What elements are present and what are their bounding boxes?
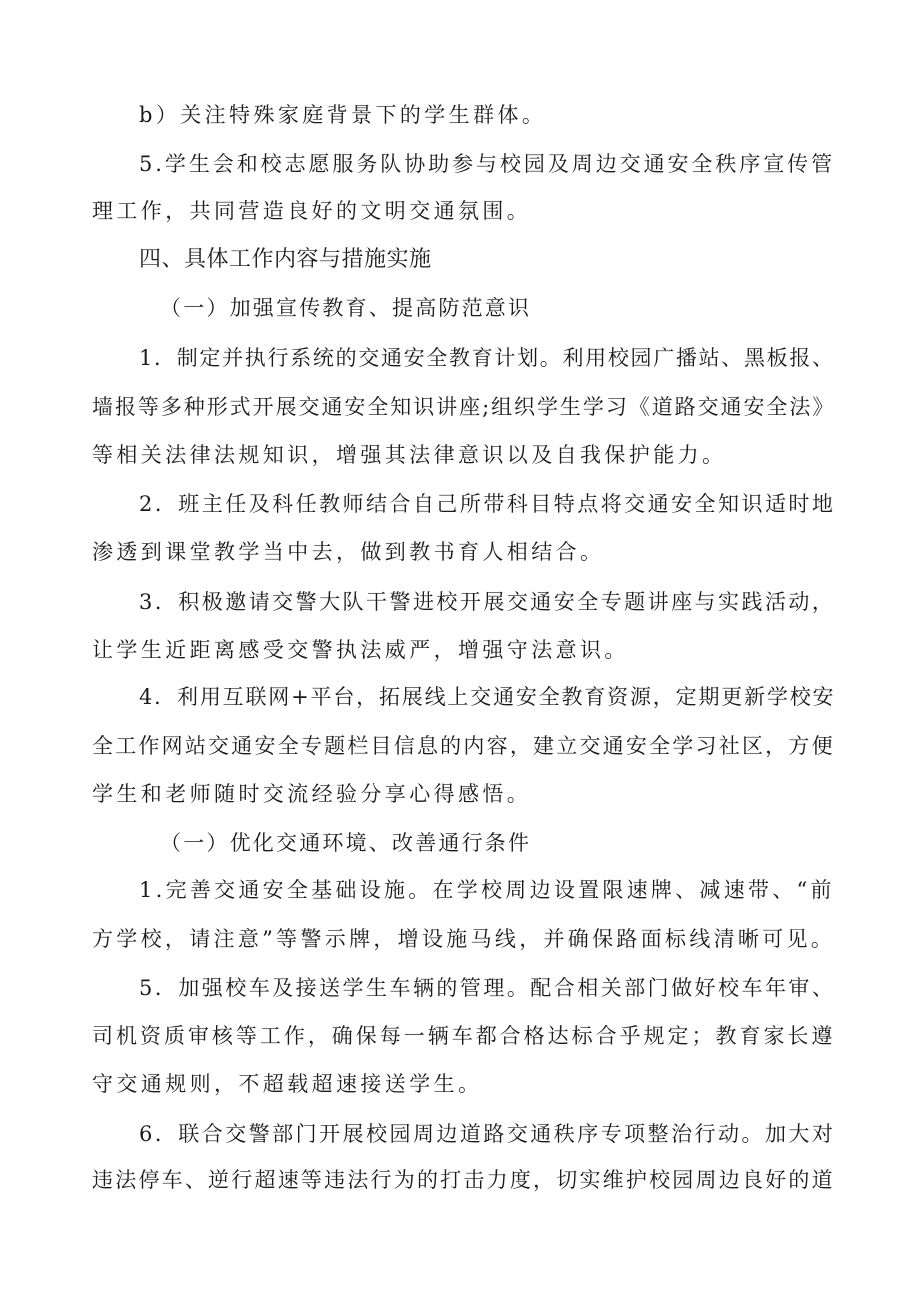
text-line: 全工作网站交通安全专题栏目信息的内容，建立交通安全学习社区，方便 (92, 734, 835, 758)
text-line: 2．班主任及科任教师结合自己所带科目特点将交通安全知识适时地 (139, 492, 836, 516)
subsection-heading: （一）优化交通环境、改善通行条件 (160, 831, 532, 855)
text-line: 等相关法律法规知识，增强其法律意识以及自我保护能力。 (92, 443, 727, 467)
text-line: 4．利用互联网+平台，拓展线上交通安全教育资源，定期更新学校安 (139, 685, 836, 709)
text-line: 5．加强校车及接送学生车辆的管理。配合相关部门做好校车年审、 (139, 976, 836, 1000)
subsection-heading: （一）加强宣传教育、提高防范意识 (160, 296, 532, 320)
text-line: b）关注特殊家庭背景下的学生群体。 (139, 103, 547, 127)
text-line: 违法停车、逆行超速等违法行为的打击力度，切实维护校园周边良好的道 (92, 1168, 835, 1192)
text-line: 5.学生会和校志愿服务队协助参与校园及周边交通安全秩序宣传管 (139, 152, 836, 176)
text-line: 司机资质审核等工作，确保每一辆车都合格达标合乎规定；教育家长遵 (92, 1024, 836, 1048)
section-heading: 四、具体工作内容与措施实施 (139, 247, 432, 272)
text-line: 理工作，共同营造良好的文明交通氛围。 (92, 199, 532, 223)
text-line: 6．联合交警部门开展校园周边道路交通秩序专项整治行动。加大对 (139, 1122, 836, 1146)
text-line: 守交通规则，不超载超速接送学生。 (92, 1072, 483, 1096)
text-line: 方学校，请注意”等警示牌，增设施马线，并确保路面标线清晰可见。 (92, 927, 836, 951)
text-line: 1．制定并执行系统的交通安全教育计划。利用校园广播站、黑板报、 (139, 346, 835, 370)
text-line: 3．积极邀请交警大队干警进校开展交通安全专题讲座与实践活动， (139, 590, 836, 614)
text-line: 1.完善交通安全基础设施。在学校周边设置限速牌、减速带、“前 (139, 878, 835, 902)
text-line: 渗透到课堂教学当中去，做到教书育人相结合。 (92, 540, 605, 564)
text-line: 墙报等多种形式开展交通安全知识讲座;组织学生学习《道路交通安全法》 (92, 395, 836, 419)
text-line: 学生和老师随时交流经验分享心得感悟。 (92, 782, 532, 806)
text-line: 让学生近距离感受交警执法威严，增强守法意识。 (92, 638, 629, 662)
